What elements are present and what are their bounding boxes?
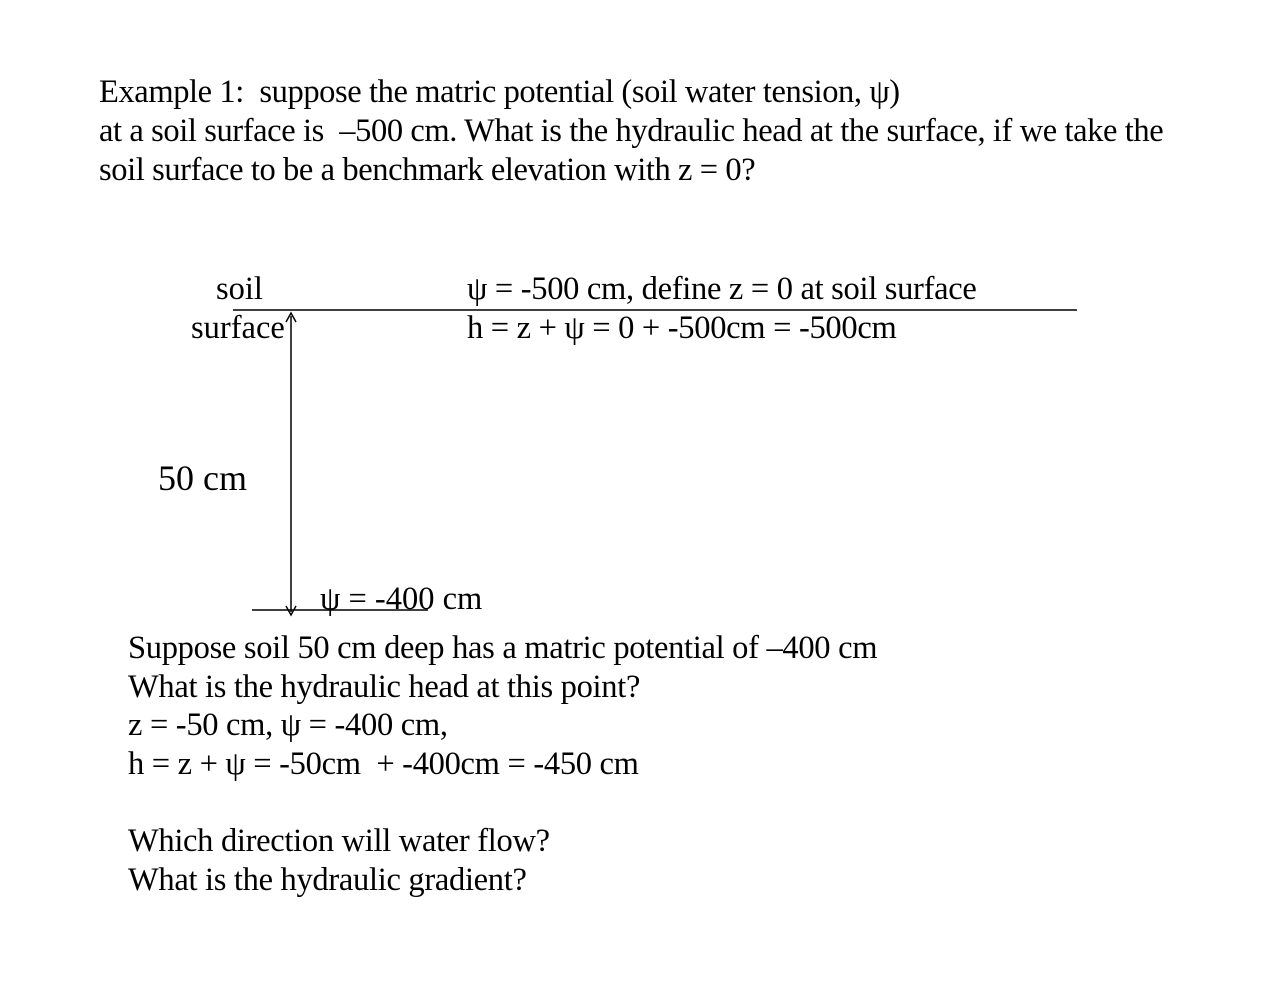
lower-line-1: Suppose soil 50 cm deep has a matric potential of –400 cm — [128, 630, 878, 666]
surface-head-text: h = z + ψ = 0 + -500cm = -500cm — [467, 310, 897, 346]
lower-line-4: h = z + ψ = -50cm + -400cm = -450 cm — [128, 746, 639, 782]
depth-arrow-up-head — [286, 313, 296, 322]
intro-line-1: Example 1: suppose the matric potential (soil water tension, ψ) — [99, 74, 900, 110]
surface-potential-text: ψ = -500 cm, define z = 0 at soil surface — [467, 271, 977, 307]
deep-potential-text: ψ = -400 cm — [320, 581, 483, 617]
depth-arrow-down-head — [286, 606, 296, 615]
intro-line-2: at a soil surface is –500 cm. What is the hydraulic head at the surface, if we take the — [99, 113, 1164, 149]
question-hydraulic-gradient: What is the hydraulic gradient? — [128, 862, 527, 898]
lower-line-2: What is the hydraulic head at this point? — [128, 669, 641, 705]
surface-label: surface — [191, 310, 285, 346]
depth-label: 50 cm — [158, 458, 247, 498]
question-water-flow: Which direction will water flow? — [128, 823, 550, 859]
soil-label: soil — [216, 271, 263, 307]
intro-line-3: soil surface to be a benchmark elevation with z = 0? — [99, 152, 756, 188]
lower-line-3: z = -50 cm, ψ = -400 cm, — [128, 707, 448, 743]
